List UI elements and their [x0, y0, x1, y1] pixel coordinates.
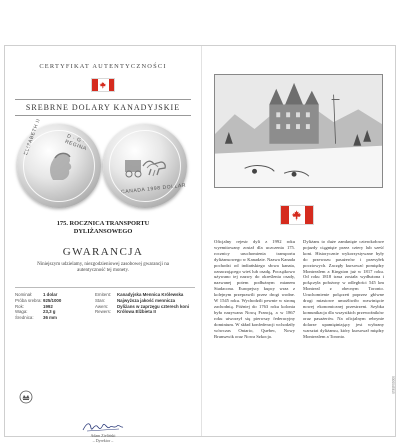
spec-value: 1992	[43, 303, 53, 309]
history-text	[214, 239, 384, 339]
signatory	[5, 434, 201, 444]
spec-value: 36 mm	[43, 315, 57, 321]
spec-key: Próba srebra:	[15, 297, 42, 303]
certificate-sheet	[4, 45, 396, 443]
spec-key: Rok:	[15, 303, 25, 309]
specs-left-column	[15, 292, 95, 321]
coin-reverse-image	[103, 124, 187, 208]
guarantee-title: GWARANCJA	[62, 246, 144, 258]
specs-right-column	[95, 292, 189, 315]
guarantee-text: Niniejszym udzielamy, niezgodzieniowej zasobowej gwarancji na autentyczność tej monety.	[37, 262, 169, 274]
chateau-photo	[214, 74, 383, 188]
spec-value: 23,3 g	[43, 309, 56, 315]
royal-mint-logo-icon	[19, 390, 33, 404]
history-column-2: Dyliżans to duże zamknięte czterokołowe pojazdy ciągnięte przez cztery lub sześć koni. Historycznie wykorzystywane były do przewozu pasażerów i przesyłek pocztowych. Zaczęły kursować pomiędzy Montrealem a Kingston już w 1817 roku. Od roku 1818 trasa została wydłużona i połączyła położony w odległości 545 km Montreal z obecnym Toronto. Uruchomienie połączeń poprzez główne drogi miastowe umożliwiło rozwinięcie nowej ekonomicznej przestrzeni. Szybka komunikacja dla wszystkich przewoźników oraz pasażerów. Na oficjalnym rebrynie dolarze upamiętniający jest wybrany warsztat dyliżansu, który kursował między Montrealem a Toronto.	[303, 239, 384, 339]
right-page	[202, 46, 397, 436]
spec-key: Stan:	[95, 297, 106, 303]
event-title-line1: 175. ROCZNICA TRANSPORTU	[56, 220, 150, 227]
spec-key: Emitent:	[95, 292, 112, 297]
spec-value: Dyliżans w zaprzęgu czterech koni	[117, 303, 189, 309]
stagecoach-graphic	[121, 146, 169, 184]
history-column-1: Oficjalny rejestr dyli z 1992 roku wyemitowany został dla uczczenia 175. rocznicy uruchomienia transportu dyliżansowego w Kanadzie. Nazwa Kanada pochodzi od indiańskiego słowa kanata, oznaczającego wieś lub osadę. Początkowo używano tej nazwy do określenia osady, nazwanej potem podłużnym mianem Stadacona. Europejscy kupcy wraz z kolejnym przeprawili przez drogi wodne. W 1545 roku. Wychodzili pewnie w stronę zachodnią. Później do 1763 roku kolonia była nazywana Nową Francją, a w 1867 roku utworzył się pierwszy federacyjny dominium. W skład konfederacji wchodziły wówczas Ontario, Quebec, Nowy Brunszwik oraz Nowa Szkocja.	[214, 239, 295, 339]
series-title: SREBRNE DOLARY KANADYJSKIE	[15, 99, 191, 116]
spec-key: Średnica:	[15, 315, 34, 321]
coin-obverse-image	[17, 117, 101, 208]
event-title-line2: DYLIŻANSOWEGO	[73, 228, 133, 235]
canada-flag-large-icon	[280, 205, 314, 225]
spec-row	[95, 309, 189, 315]
spec-value: 1 dolar	[43, 292, 58, 297]
certificate-title: CERTYFIKAT AUTENTYCZNOŚCI	[39, 63, 167, 70]
queen-portrait-graphic	[35, 146, 83, 184]
canada-flag-icon	[91, 78, 115, 92]
maple-leaf-icon	[99, 81, 107, 89]
spec-value: Królowa Elżbieta II	[117, 309, 156, 315]
spec-row	[15, 315, 95, 321]
spec-value: 925/1000	[43, 297, 62, 303]
coin-obverse-legend: ELIZABETH II	[23, 117, 42, 157]
spec-key: Waga:	[15, 309, 28, 315]
coin-specifications	[15, 287, 195, 321]
spec-key: Rewers:	[95, 309, 112, 315]
event-title	[5, 220, 201, 236]
spec-value: Najwyższa jakość mennicza	[117, 297, 176, 303]
coin-obverse-legend-2: D · G · REGINA	[64, 133, 88, 153]
spec-key: Awers:	[95, 303, 109, 309]
signatory-name: Adam Zieliński	[90, 433, 116, 438]
print-code: 0000045315	[391, 376, 395, 394]
signatory-role: – Dyrektor –	[92, 437, 114, 443]
left-page	[5, 46, 201, 443]
spec-value: Kanadyjska Mennica Królewska	[117, 292, 184, 297]
chateau-image-graphic	[215, 75, 382, 187]
spec-key: Nominał:	[15, 292, 33, 297]
signature-graphic	[81, 420, 125, 434]
coin-reverse-legend: CANADA 1998 DOLLAR	[120, 182, 187, 196]
maple-leaf-icon	[291, 209, 302, 222]
